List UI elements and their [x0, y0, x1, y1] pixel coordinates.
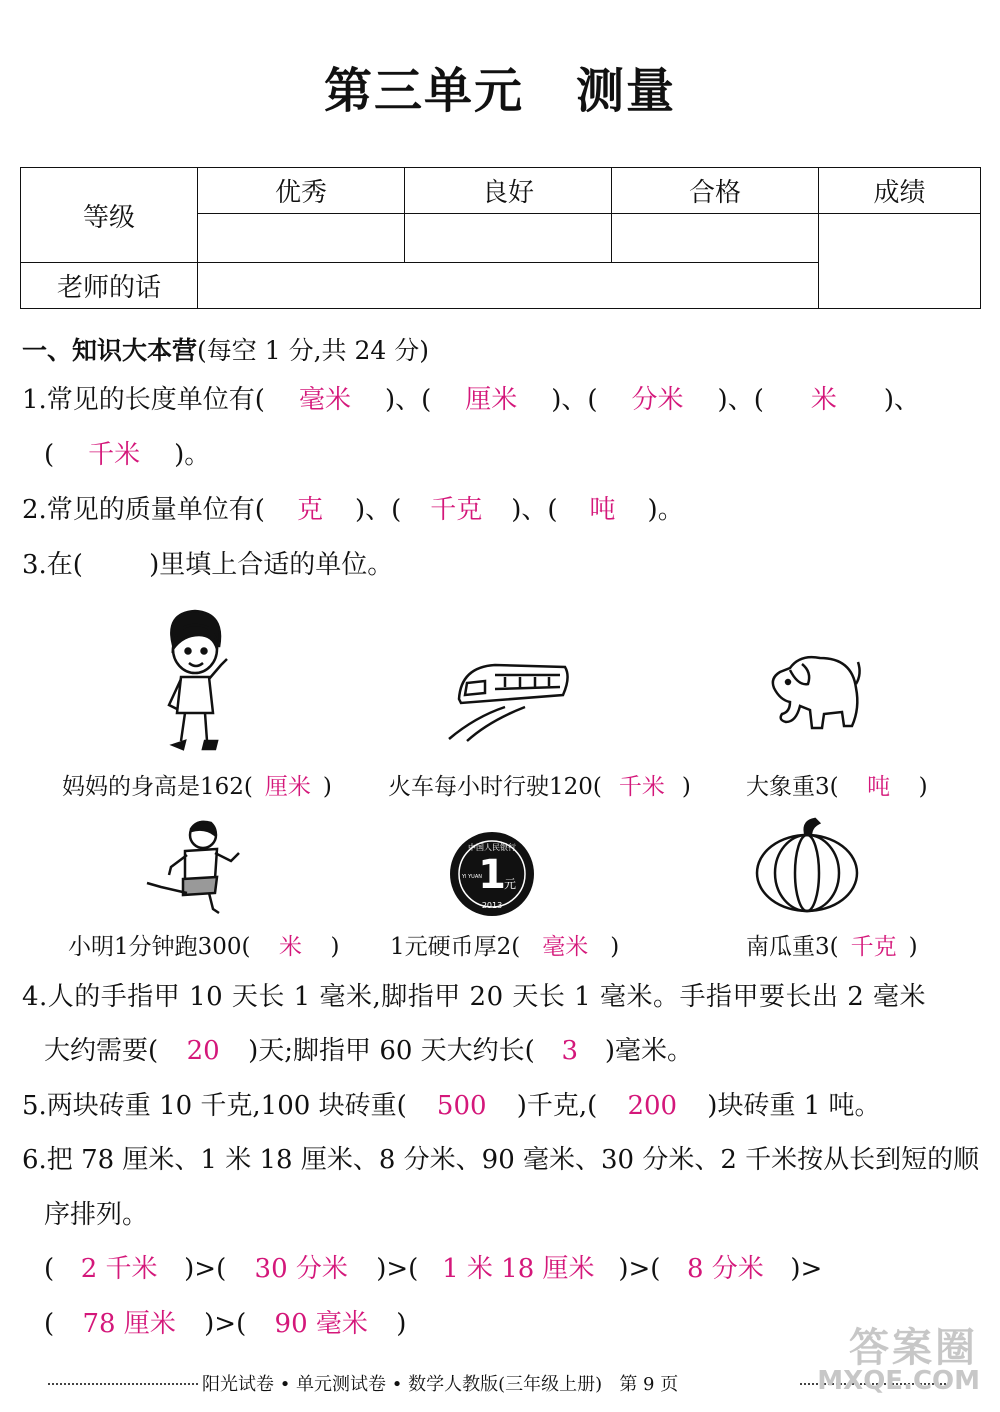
- section-title: 一、知识大本营: [22, 336, 198, 365]
- q6-close: ): [396, 1309, 407, 1339]
- grade-table: [20, 167, 981, 309]
- caption-boy-text: 小明1分钟跑300(: [68, 934, 251, 960]
- train-picture: [445, 655, 575, 745]
- q6-gt-5: )>(: [204, 1309, 247, 1339]
- caption-pumpkin-close: ): [908, 934, 918, 960]
- elephant-picture: [760, 648, 865, 743]
- q5-text-a: 5.两块砖重 10 千克,100 块砖重(: [22, 1091, 407, 1121]
- q2-answer-3: 吨: [589, 495, 616, 525]
- coin-value: 1: [478, 852, 506, 898]
- teacher-comment-label: 老师的话: [21, 263, 198, 309]
- caption-mother-answer: 厘米: [264, 774, 311, 800]
- q1-close: )。: [174, 440, 211, 470]
- q5-answer-2: 200: [627, 1091, 678, 1121]
- running-boy-picture: [135, 817, 245, 917]
- q4-answer-2: 3: [561, 1036, 579, 1066]
- caption-pumpkin: [746, 928, 918, 961]
- footer-dots-left: [48, 1383, 198, 1385]
- q6-answer-1: 2 千米: [80, 1254, 158, 1284]
- question-4-line1: 4.人的手指甲 10 天长 1 毫米,脚指甲 20 天长 1 毫米。手指甲要长出 2 毫米: [22, 982, 927, 1012]
- caption-coin-close: ): [610, 934, 620, 960]
- excellent-cell[interactable]: [198, 214, 405, 263]
- q1-answer-1: 毫米: [298, 385, 351, 415]
- caption-elephant: [746, 768, 928, 801]
- footer-text: 阳光试卷 • 单元测试卷 • 数学人教版(三年级上册) 第 9 页: [202, 1374, 679, 1395]
- caption-pumpkin-text: 南瓜重3(: [746, 934, 839, 960]
- good-cell[interactable]: [405, 214, 612, 263]
- q1-sep-1: )、(: [384, 385, 432, 415]
- page-title: [0, 52, 1000, 121]
- caption-elephant-text: 大象重3(: [746, 774, 839, 800]
- caption-boy-close: ): [330, 934, 340, 960]
- coin-picture: [448, 830, 536, 918]
- caption-elephant-answer: 吨: [867, 774, 891, 800]
- q4-text-c: )毫米。: [604, 1036, 693, 1066]
- q6-answer-6: 90 毫米: [274, 1309, 368, 1339]
- q2-prefix: 2.常见的质量单位有(: [22, 495, 265, 525]
- pass-cell[interactable]: [612, 214, 819, 263]
- teacher-comment-cell[interactable]: [198, 263, 819, 309]
- q1-sep-4: )、: [883, 385, 920, 415]
- caption-train: [388, 768, 691, 801]
- caption-mother: [62, 768, 332, 801]
- q2-close: )。: [647, 495, 684, 525]
- caption-train-text: 火车每小时行驶120(: [388, 774, 602, 800]
- q2-sep-2: )、(: [511, 495, 558, 525]
- caption-elephant-close: ): [918, 774, 928, 800]
- q6-answer-4: 8 分米: [686, 1254, 764, 1284]
- caption-coin-text: 1元硬币厚2(: [390, 934, 521, 960]
- question-4-line2: [44, 1036, 693, 1066]
- title-unit: 第三单元: [323, 63, 524, 119]
- q1-sep-2: )、(: [551, 385, 598, 415]
- q5-text-b: )千克,(: [516, 1091, 598, 1121]
- caption-mother-text: 妈妈的身高是162(: [62, 774, 253, 800]
- section-points: (每空 1 分,共 24 分): [197, 336, 429, 365]
- coin-pinyin: YI YUAN: [462, 874, 482, 880]
- level-label: 等级: [21, 168, 198, 263]
- q6-gt-1: )>(: [184, 1254, 227, 1284]
- q1-answer-2: 厘米: [465, 385, 518, 415]
- caption-boy-answer: 米: [279, 934, 303, 960]
- score-header: 成绩: [819, 168, 981, 214]
- q5-text-c: )块砖重 1 吨。: [707, 1091, 881, 1121]
- caption-boy: [68, 928, 340, 961]
- q6-gt-4: )>: [790, 1254, 823, 1284]
- q1-answer-4: 米: [810, 385, 837, 415]
- question-6-line2: 序排列。: [44, 1200, 149, 1230]
- caption-pumpkin-answer: 千克: [850, 934, 897, 960]
- q1-open: (: [44, 440, 55, 470]
- question-6-order-line2: [44, 1309, 406, 1339]
- q6-answer-2: 30 分米: [254, 1254, 348, 1284]
- watermark-logo: 答案圈: [849, 1325, 978, 1371]
- score-cell[interactable]: [819, 214, 981, 309]
- watermark-url: MXQE.COM: [817, 1366, 980, 1396]
- question-1-line1: [22, 385, 920, 415]
- q4-text-a: 大约需要(: [44, 1036, 159, 1066]
- q6-gt-2: )>(: [376, 1254, 419, 1284]
- caption-coin-answer: 毫米: [542, 934, 589, 960]
- title-topic: 测量: [576, 63, 677, 119]
- q5-answer-1: 500: [436, 1091, 487, 1121]
- q4-answer-1: 20: [186, 1036, 220, 1066]
- question-6-order-line1: [44, 1254, 822, 1284]
- caption-train-answer: 千米: [618, 774, 665, 800]
- q6-answer-5: 78 厘米: [82, 1309, 176, 1339]
- section-heading: [22, 331, 429, 367]
- q1-sep-3: )、(: [717, 385, 764, 415]
- question-6-line1: 6.把 78 厘米、1 米 18 厘米、8 分米、90 毫米、30 分米、2 千米按从长到短的顺: [22, 1145, 980, 1175]
- coin-unit: 元: [503, 877, 517, 891]
- coin-year: 2013: [481, 901, 503, 910]
- caption-mother-close: ): [322, 774, 332, 800]
- question-5: [22, 1091, 881, 1121]
- pumpkin-picture: [755, 815, 860, 915]
- q2-answer-1: 克: [296, 495, 323, 525]
- caption-train-close: ): [681, 774, 691, 800]
- q6-open-1: (: [44, 1254, 55, 1284]
- pass-header: 合格: [612, 168, 819, 214]
- q6-open-2: (: [44, 1309, 55, 1339]
- q2-sep-1: )、(: [354, 495, 402, 525]
- question-2: [22, 495, 684, 525]
- coin-rim-text: 中国人民银行: [468, 843, 516, 852]
- q1-answer-3: 分米: [631, 385, 684, 415]
- excellent-header: 优秀: [198, 168, 405, 214]
- q6-gt-3: )>(: [618, 1254, 661, 1284]
- caption-coin: [390, 928, 619, 961]
- q6-answer-3: 1 米 18 厘米: [442, 1254, 595, 1284]
- q2-answer-2: 千克: [430, 495, 483, 525]
- question-1-line2: [44, 440, 210, 470]
- q1-prefix: 1.常见的长度单位有(: [22, 385, 265, 415]
- q1-answer-5: 千米: [88, 440, 141, 470]
- q4-text-b: )天;脚指甲 60 天大约长(: [248, 1036, 535, 1066]
- question-3: 3.在( )里填上合适的单位。: [22, 550, 394, 580]
- mother-picture: [155, 605, 245, 755]
- good-header: 良好: [405, 168, 612, 214]
